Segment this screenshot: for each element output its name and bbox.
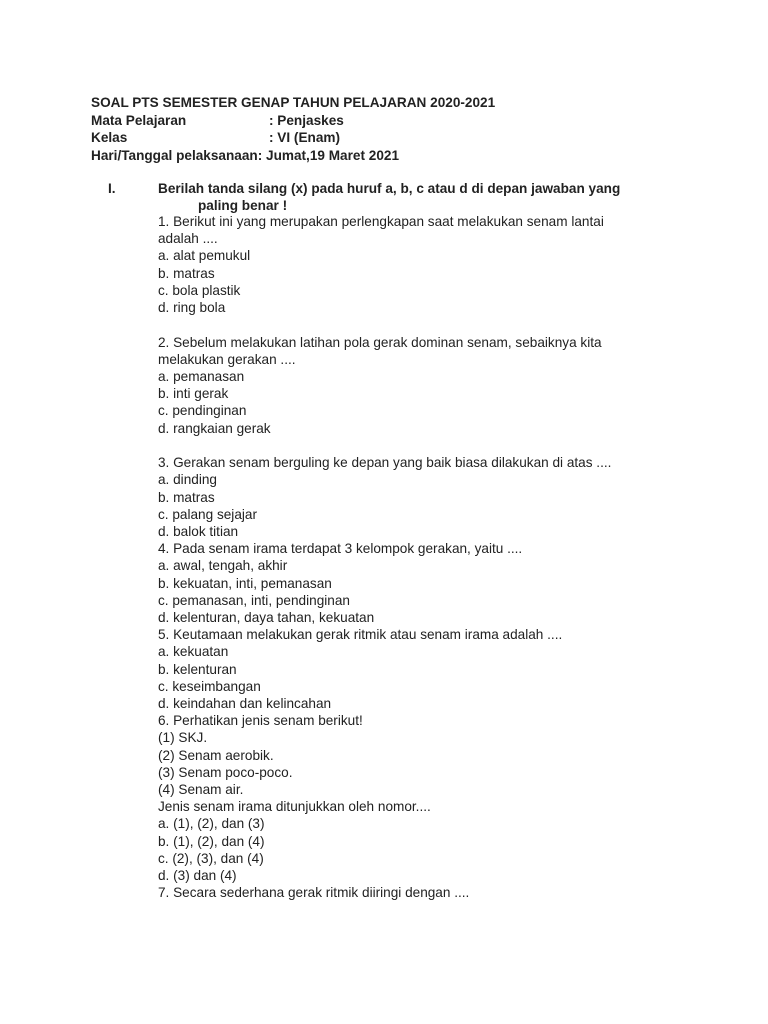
instruction-line: Berilah tanda silang (x) pada huruf a, b, c atau d di depan jawaban yang <box>158 181 621 196</box>
answer-option: d. keindahan dan kelincahan <box>158 696 332 712</box>
answer-option: b. matras <box>158 489 215 505</box>
answer-option: d. ring bola <box>158 300 226 316</box>
question-text: 5. Keutamaan melakukan gerak ritmik atau senam irama adalah .... <box>158 627 563 643</box>
question-item <box>158 213 718 316</box>
answer-option: b. inti gerak <box>158 386 229 402</box>
question-item <box>158 884 718 901</box>
header-label-class: Kelas <box>91 130 128 146</box>
answer-option: d. kelenturan, daya tahan, kekuatan <box>158 610 375 626</box>
question-text: (4) Senam air. <box>158 782 244 798</box>
header-label-date: Hari/Tanggal pelaksanaan: Jumat,19 Maret 2021 <box>91 147 400 163</box>
exam-header <box>91 94 711 164</box>
answer-option: b. kelenturan <box>158 661 237 677</box>
question-item <box>158 712 718 884</box>
header-row-date <box>91 147 711 165</box>
answer-option: d. (3) dan (4) <box>158 868 237 884</box>
question-text: 2. Sebelum melakukan latihan pola gerak dominan senam, sebaiknya kita <box>158 334 602 350</box>
answer-option: c. pendinginan <box>158 403 247 419</box>
header-value-subject: : Penjaskes <box>269 112 344 128</box>
answer-option: a. kekuatan <box>158 644 229 660</box>
question-text: melakukan gerakan .... <box>158 351 296 367</box>
answer-option: c. (2), (3), dan (4) <box>158 850 264 866</box>
question-text: 1. Berikut ini yang merupakan perlengkapan saat melakukan senam lantai <box>158 214 604 229</box>
answer-option: b. kekuatan, inti, pemanasan <box>158 575 332 591</box>
question-list <box>158 213 718 902</box>
header-row-subject <box>91 112 711 130</box>
exam-title-text: SOAL PTS SEMESTER GENAP TAHUN PELAJARAN 2020-2021 <box>91 95 496 110</box>
section-instruction <box>158 180 658 214</box>
question-item <box>158 334 718 437</box>
section-number: I. <box>108 181 116 196</box>
question-item <box>158 454 718 540</box>
question-item <box>158 626 718 712</box>
answer-option: a. alat pemukul <box>158 248 251 264</box>
question-text: (1) SKJ. <box>158 730 208 746</box>
answer-option: c. palang sejajar <box>158 506 257 522</box>
question-text: (3) Senam poco-poco. <box>158 764 293 780</box>
answer-option: d. balok titian <box>158 524 239 540</box>
question-text: (2) Senam aerobik. <box>158 747 274 763</box>
question-text: Jenis senam irama ditunjukkan oleh nomor.... <box>158 799 431 815</box>
answer-option: a. (1), (2), dan (3) <box>158 816 265 832</box>
question-text: adalah .... <box>158 231 218 247</box>
question-text: 7. Secara sederhana gerak ritmik diiringi dengan .... <box>158 885 470 901</box>
answer-option: b. matras <box>158 265 215 281</box>
instruction-line: paling benar ! <box>198 198 288 213</box>
answer-option: a. pemanasan <box>158 369 245 385</box>
header-label-subject: Mata Pelajaran <box>91 112 187 128</box>
answer-option: c. bola plastik <box>158 282 241 298</box>
header-value-class: : VI (Enam) <box>269 130 340 146</box>
header-row-class <box>91 129 711 147</box>
answer-option: c. pemanasan, inti, pendinginan <box>158 592 350 608</box>
question-item <box>158 540 718 626</box>
question-text: 4. Pada senam irama terdapat 3 kelompok gerakan, yaitu .... <box>158 541 523 557</box>
answer-option: b. (1), (2), dan (4) <box>158 833 265 849</box>
question-text: 6. Perhatikan jenis senam berikut! <box>158 713 363 729</box>
answer-option: d. rangkaian gerak <box>158 420 271 436</box>
answer-option: c. keseimbangan <box>158 678 261 694</box>
question-text: 3. Gerakan senam berguling ke depan yang baik biasa dilakukan di atas .... <box>158 455 612 471</box>
answer-option: a. dinding <box>158 472 217 488</box>
answer-option: a. awal, tengah, akhir <box>158 558 288 574</box>
exam-title <box>91 94 711 112</box>
